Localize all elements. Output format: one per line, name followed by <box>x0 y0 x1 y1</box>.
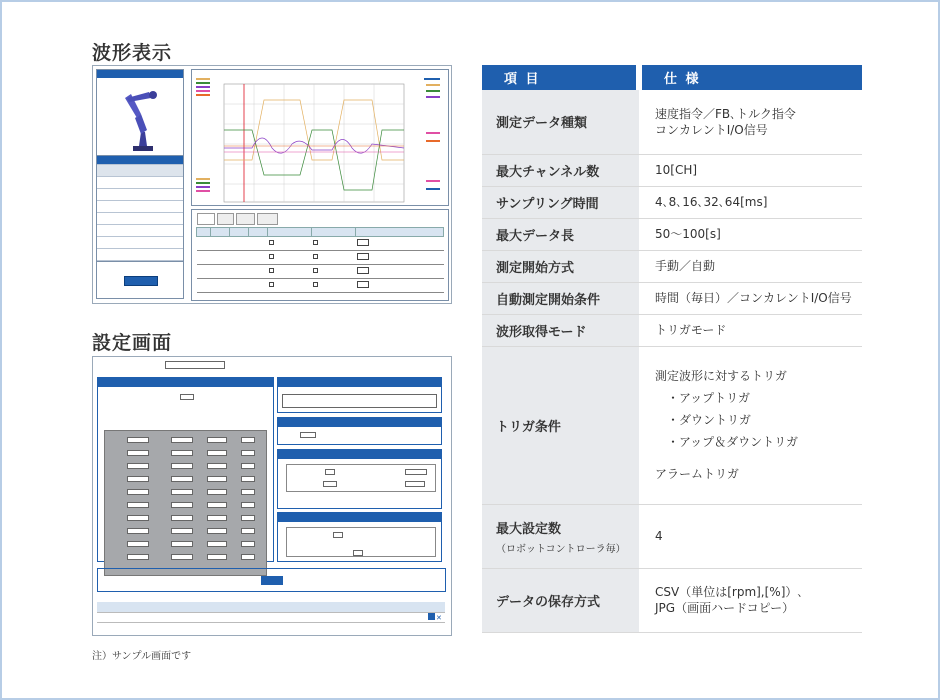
spec-key: データの保存方式 <box>482 568 639 632</box>
spec-row <box>482 154 862 186</box>
list-item[interactable] <box>97 249 183 261</box>
show-checkbox[interactable] <box>269 240 274 245</box>
comments-header <box>278 378 441 387</box>
trigger-item: ・アップ＆ダウントリガ <box>667 435 799 449</box>
list-item[interactable] <box>97 177 183 189</box>
scale-input[interactable] <box>357 239 369 246</box>
axis-input[interactable] <box>207 489 227 495</box>
list-item[interactable] <box>97 165 183 177</box>
spec-table <box>482 65 862 633</box>
spec-value: 手動／自動 <box>639 250 862 282</box>
time-scale-panel <box>277 417 442 445</box>
tab-download[interactable] <box>257 213 278 225</box>
spec-key-main: 最大設定数 <box>496 521 562 537</box>
channel-table <box>196 227 444 293</box>
spec-row <box>482 218 862 250</box>
axis-input[interactable] <box>207 476 227 482</box>
signal-select[interactable] <box>171 502 193 508</box>
trigger-intro: 測定波形に対するトリガ <box>655 369 787 383</box>
spec-row <box>482 250 862 282</box>
channel-row <box>109 502 265 512</box>
sampling-time-select[interactable] <box>180 394 194 400</box>
spec-value: 4 <box>639 504 862 568</box>
signal-select[interactable] <box>171 476 193 482</box>
waveform-setting-list <box>97 602 445 623</box>
scale-input[interactable] <box>357 253 369 260</box>
signal-select[interactable] <box>171 450 193 456</box>
delete-icon[interactable]: ✕ <box>436 614 442 622</box>
spec-row <box>482 568 862 632</box>
trigger-item: ・アップトリガ <box>667 391 751 405</box>
show-checkbox[interactable] <box>269 282 274 287</box>
waveform-screenshot <box>92 65 452 304</box>
signal-select[interactable] <box>171 437 193 443</box>
unit-select[interactable] <box>241 541 255 547</box>
spec-key: 測定開始方式 <box>482 250 639 282</box>
channel-row <box>109 476 265 486</box>
trigger-alarm: アラームトリガ <box>655 467 739 481</box>
unit-select[interactable] <box>241 476 255 482</box>
waveform-plot <box>192 70 448 205</box>
edit-icon[interactable] <box>428 613 435 620</box>
legend-left <box>196 78 210 192</box>
robot-arm-image <box>111 84 171 154</box>
setting-screenshot <box>92 356 452 636</box>
tab-cursor[interactable] <box>236 213 254 225</box>
channel-row <box>109 437 265 447</box>
spec-row <box>482 346 862 504</box>
unit-select[interactable] <box>241 554 255 560</box>
table-row <box>97 612 445 622</box>
sample-note: 注）サンプル画面です <box>92 651 192 662</box>
spec-key: 最大チャンネル数 <box>482 154 639 186</box>
spec-header <box>482 65 862 90</box>
trigger-setting-panel <box>277 449 442 509</box>
spec-value: 10[CH] <box>639 154 862 186</box>
list-item[interactable] <box>97 189 183 201</box>
time-scale-header <box>278 418 441 427</box>
spec-value <box>639 90 862 154</box>
spec-key <box>482 504 639 568</box>
unit-select[interactable] <box>241 437 255 443</box>
target-select[interactable] <box>127 515 149 521</box>
axis-input[interactable] <box>207 528 227 534</box>
axis-input[interactable] <box>207 541 227 547</box>
setting-section-title: 設定画面 <box>92 332 173 354</box>
spec-row <box>482 186 862 218</box>
hour-select[interactable] <box>333 532 343 538</box>
show-checkbox[interactable] <box>269 268 274 273</box>
unit-select[interactable] <box>241 502 255 508</box>
spec-key: 測定データ種類 <box>482 90 639 154</box>
comments-textarea[interactable] <box>282 394 437 408</box>
channel-row <box>109 463 265 473</box>
setting-name-input[interactable] <box>165 361 225 369</box>
channel-row <box>109 450 265 460</box>
auto-measurement-panel <box>277 512 442 562</box>
tab-channel[interactable] <box>197 213 215 225</box>
invert-checkbox[interactable] <box>313 240 318 245</box>
list-item[interactable] <box>97 213 183 225</box>
spec-value-line: コンカレントI/O信号 <box>655 122 768 137</box>
channel-row <box>109 515 265 525</box>
spec-key: サンプリング時間 <box>482 186 639 218</box>
table-row <box>197 251 444 265</box>
spec-value-line: CSV（単位は[rpm],[%]）､ <box>655 585 804 599</box>
trigger-item: ・ダウントリガ <box>667 413 751 427</box>
target-select[interactable] <box>127 554 149 560</box>
spec-row <box>482 282 862 314</box>
spec-value: 50〜100[s] <box>639 218 862 250</box>
channel-rows <box>104 430 267 576</box>
tab-io[interactable] <box>217 213 234 225</box>
axis-input[interactable] <box>207 437 227 443</box>
scale-input[interactable] <box>357 267 369 274</box>
spec-value: トリガモード <box>639 314 862 346</box>
interval-select[interactable] <box>300 432 316 438</box>
channel-table-panel <box>191 209 449 301</box>
target-select[interactable] <box>127 450 149 456</box>
submit-button[interactable] <box>261 576 283 585</box>
spec-row <box>482 90 862 154</box>
unit-select[interactable] <box>241 528 255 534</box>
target-select[interactable] <box>127 437 149 443</box>
history-list <box>96 155 184 262</box>
table-header <box>97 602 445 612</box>
table-row <box>197 279 444 293</box>
signal-select[interactable] <box>171 541 193 547</box>
channel-setting-header <box>98 378 273 387</box>
unit-select[interactable] <box>241 463 255 469</box>
invert-checkbox[interactable] <box>313 282 318 287</box>
trigger-box <box>286 464 436 492</box>
waveform-section-title: 波形表示 <box>92 42 173 64</box>
axis-input[interactable] <box>207 515 227 521</box>
auto-measurement-box <box>286 527 436 557</box>
target-select[interactable] <box>127 489 149 495</box>
tab-bar <box>197 213 448 225</box>
header-item: 項 目 <box>482 65 639 90</box>
unit-select[interactable] <box>241 489 255 495</box>
spec-value: 時間（毎日）／コンカレントI/O信号 <box>639 282 862 314</box>
trigger-setting-header <box>278 450 441 459</box>
auto-measurement-header <box>278 513 441 522</box>
axis-input[interactable] <box>207 463 227 469</box>
signal-select[interactable] <box>171 515 193 521</box>
unit-select[interactable] <box>241 450 255 456</box>
robot-panel-header <box>97 70 183 78</box>
spec-value-line: JPG（画面ハードコピー） <box>655 601 795 615</box>
comments-panel <box>277 377 442 413</box>
axis-input[interactable] <box>207 450 227 456</box>
signal-select[interactable] <box>171 489 193 495</box>
scale-input[interactable] <box>357 281 369 288</box>
spec-value <box>639 346 862 504</box>
list-item[interactable] <box>97 225 183 237</box>
target-select[interactable] <box>127 541 149 547</box>
invert-checkbox[interactable] <box>313 254 318 259</box>
unit-select[interactable] <box>241 515 255 521</box>
pre-trigger-input[interactable] <box>323 481 337 487</box>
spec-key: トリガ条件 <box>482 346 639 504</box>
table-row <box>197 265 444 279</box>
spec-value <box>639 568 862 632</box>
channel-row <box>109 541 265 551</box>
list-item[interactable] <box>97 201 183 213</box>
list-item[interactable] <box>97 237 183 249</box>
spec-value-line: 速度指令／FB､トルク指令 <box>655 106 796 121</box>
spec-key: 波形取得モード <box>482 314 639 346</box>
spec-value: 4､8､16､32､64[ms] <box>639 186 862 218</box>
axis-input[interactable] <box>207 554 227 560</box>
spec-row <box>482 504 862 568</box>
trigger-type-select[interactable] <box>405 469 427 475</box>
show-checkbox[interactable] <box>269 254 274 259</box>
load-button[interactable] <box>124 276 158 286</box>
table-header <box>197 228 444 237</box>
spec-key-sub: （ロボットコントローラ毎） <box>496 543 626 555</box>
invert-checkbox[interactable] <box>313 268 318 273</box>
legend-right <box>424 78 440 190</box>
target-select[interactable] <box>127 528 149 534</box>
waveform-plot-panel <box>191 69 449 206</box>
channel-setting-panel <box>97 377 274 562</box>
trigger-ch-select[interactable] <box>325 469 335 475</box>
header-spec: 仕 様 <box>639 65 862 90</box>
signal-select[interactable] <box>171 554 193 560</box>
channel-row <box>109 528 265 538</box>
channel-row <box>109 489 265 499</box>
signal-select[interactable] <box>171 528 193 534</box>
axis-input[interactable] <box>207 502 227 508</box>
list-header <box>97 156 183 165</box>
channel-row <box>109 554 265 564</box>
io-select[interactable] <box>353 550 363 556</box>
target-select[interactable] <box>127 463 149 469</box>
spec-row <box>482 314 862 346</box>
trigger-level-input[interactable] <box>405 481 425 487</box>
target-select[interactable] <box>127 476 149 482</box>
target-select[interactable] <box>127 502 149 508</box>
signal-select[interactable] <box>171 463 193 469</box>
spec-key: 最大データ長 <box>482 218 639 250</box>
table-row <box>197 237 444 251</box>
spec-key: 自動測定開始条件 <box>482 282 639 314</box>
